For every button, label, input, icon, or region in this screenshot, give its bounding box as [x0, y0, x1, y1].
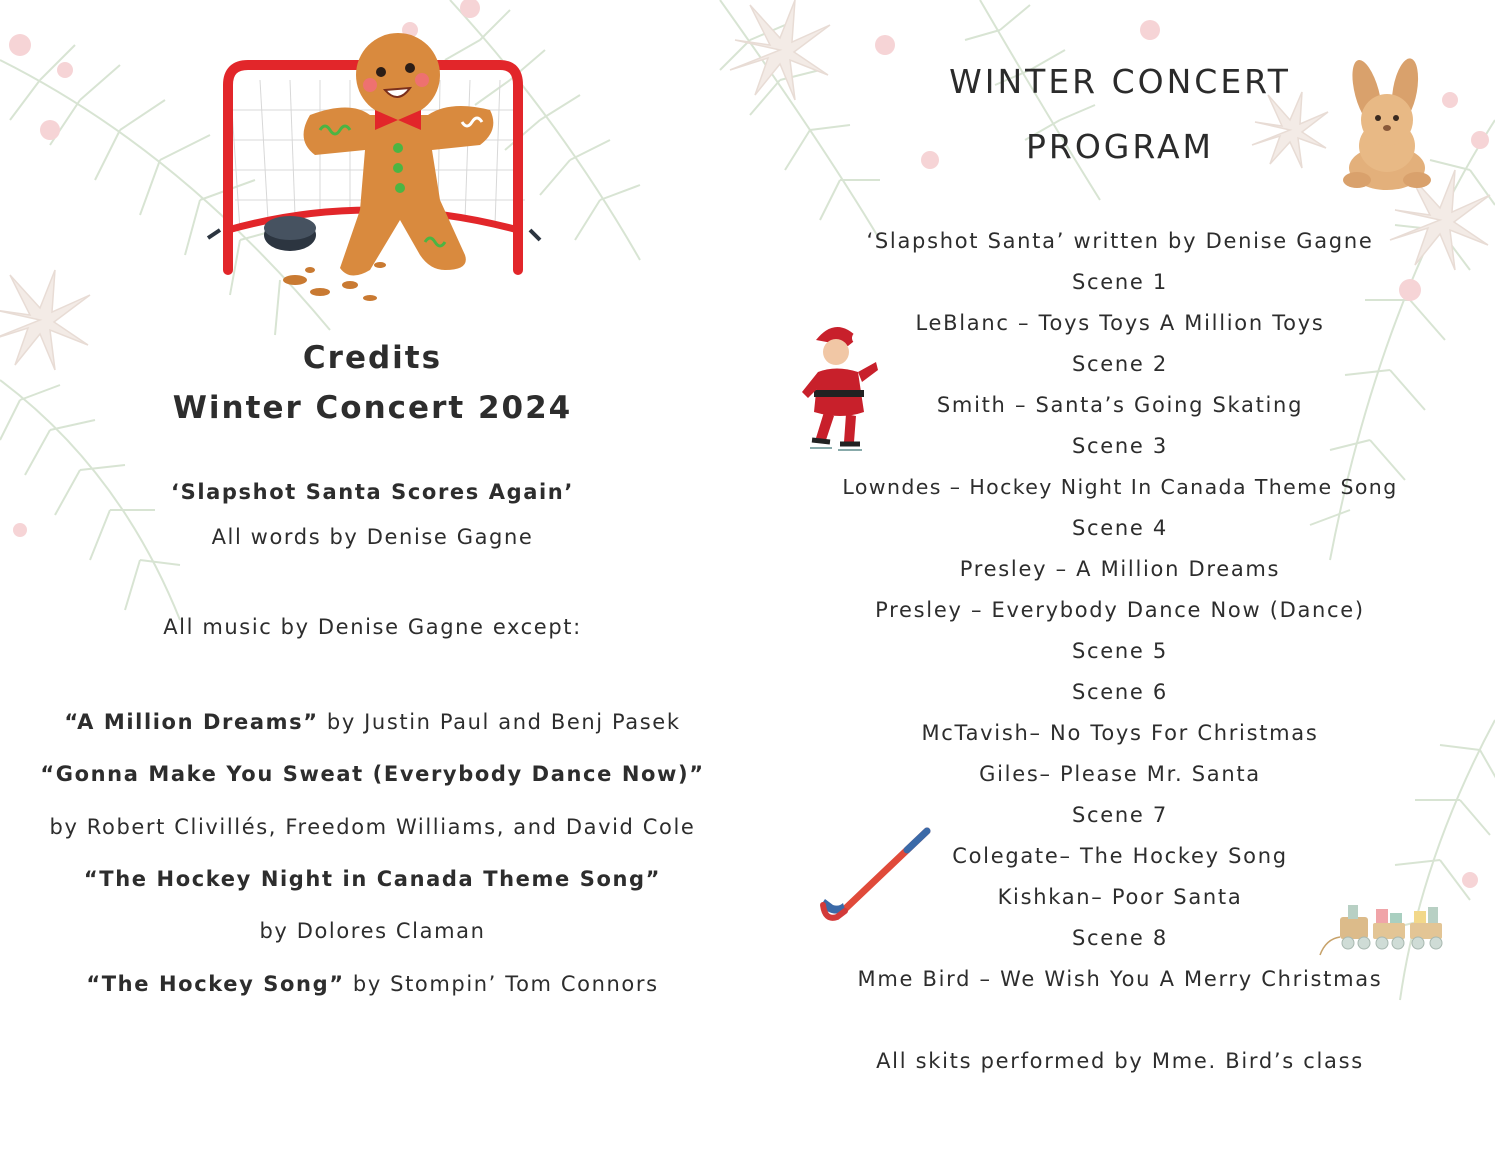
- program-item: Scene 7: [1072, 803, 1168, 827]
- program-title-line1: WINTER CONCERT: [949, 62, 1291, 101]
- program-item: Scene 2: [1072, 352, 1168, 376]
- credits-heading: Credits: [302, 340, 443, 376]
- song-credit: [0, 710, 745, 734]
- program-item: Scene 6: [1072, 680, 1168, 704]
- program-item: Smith – Santa’s Going Skating: [936, 393, 1304, 417]
- song-author: by Dolores Claman: [259, 919, 486, 943]
- play-title: ‘Slapshot Santa Scores Again’: [171, 480, 574, 504]
- words-by-line: All words by Denise Gagne: [211, 525, 534, 549]
- program-item: Scene 4: [1072, 516, 1168, 540]
- gingerbread-hockey-net-icon: [200, 30, 550, 310]
- song-credit: [0, 972, 745, 996]
- program-item: Mme Bird – We Wish You A Merry Christmas: [857, 967, 1383, 991]
- song-title: “A Million Dreams”: [64, 710, 319, 734]
- music-by-line: All music by Denise Gagne except:: [163, 615, 582, 639]
- song-title: “The Hockey Song”: [86, 972, 345, 996]
- program-item: LeBlanc – Toys Toys A Million Toys: [915, 311, 1325, 335]
- song-credit: [0, 762, 745, 786]
- program-item: Colegate– The Hockey Song: [952, 844, 1288, 868]
- hockey-stick-icon: [815, 825, 940, 930]
- song-title: “Gonna Make You Sweat (Everybody Dance Now)”: [40, 762, 705, 786]
- program-item: Giles– Please Mr. Santa: [979, 762, 1261, 786]
- song-credit: [0, 867, 745, 891]
- program-item: Scene 5: [1072, 639, 1168, 663]
- program-item: Kishkan– Poor Santa: [997, 885, 1243, 909]
- program-title-line2: PROGRAM: [1025, 127, 1214, 166]
- program-item: Lowndes – Hockey Night In Canada Theme Song: [842, 475, 1398, 499]
- song-author: by Robert Clivillés, Freedom Williams, and David Cole: [49, 815, 696, 839]
- program-item: Scene 3: [1072, 434, 1168, 458]
- song-credit: [0, 919, 745, 943]
- song-credit: [0, 815, 745, 839]
- program-item: Presley – A Million Dreams: [959, 557, 1281, 581]
- program-item: Scene 1: [1072, 270, 1168, 294]
- song-title: “The Hockey Night in Canada Theme Song”: [83, 867, 662, 891]
- credits-subheading: Winter Concert 2024: [172, 390, 573, 426]
- program-footer: All skits performed by Mme. Bird’s class: [876, 1049, 1364, 1073]
- program-item: Presley – Everybody Dance Now (Dance): [875, 598, 1365, 622]
- program-item: Scene 8: [1072, 926, 1168, 950]
- program-item: McTavish– No Toys For Christmas: [921, 721, 1319, 745]
- program-item: ‘Slapshot Santa’ written by Denise Gagne: [866, 229, 1374, 253]
- song-author: by Justin Paul and Benj Pasek: [318, 710, 681, 734]
- song-author: by Stompin’ Tom Connors: [344, 972, 659, 996]
